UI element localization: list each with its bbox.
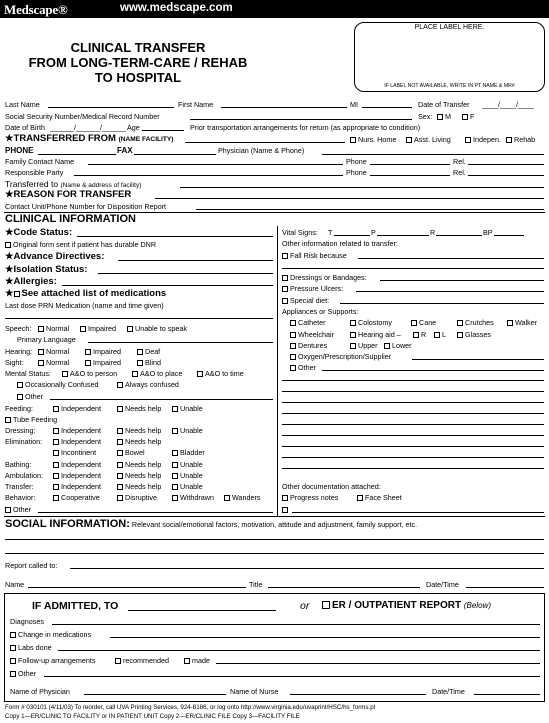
date-of-transfer-field[interactable]: ____/____/____ — [482, 100, 534, 109]
special-diet-option[interactable]: Special diet: — [282, 296, 329, 305]
feeding-independent[interactable]: Independent — [53, 404, 101, 413]
diagnoses-field[interactable] — [52, 624, 540, 625]
dressing-unable[interactable]: Unable — [172, 426, 203, 435]
checkbox-icon — [117, 462, 123, 468]
isolation-status-field[interactable] — [98, 273, 273, 274]
checkbox-icon — [290, 320, 296, 326]
dob-field[interactable]: ______/______/______ — [50, 123, 126, 132]
checkbox-icon — [411, 320, 417, 326]
sex-m-option[interactable]: M — [437, 112, 451, 121]
vital-t-label: T — [328, 228, 333, 237]
checkbox-icon — [282, 298, 288, 304]
checkbox-icon — [62, 371, 68, 377]
speech-normal[interactable]: Normal — [38, 324, 69, 333]
checkbox-icon — [38, 349, 44, 355]
date-time-field[interactable] — [466, 587, 544, 588]
vital-bp-label: BP — [483, 228, 493, 237]
age-label: Age — [127, 123, 140, 132]
opt-asst-living[interactable]: Asst. Living — [406, 135, 451, 144]
report-called-label: Report called to: — [5, 561, 58, 570]
checkbox-icon — [322, 601, 330, 609]
vital-r-label: R — [430, 228, 436, 237]
contact-unit-label: Contact Unit/Phone Number for Disposition Report — [5, 202, 166, 211]
checkbox-icon — [290, 332, 296, 338]
last-name-field[interactable] — [48, 107, 174, 108]
star-icon: ★ — [5, 251, 14, 262]
mi-field[interactable] — [362, 107, 412, 108]
reason-field[interactable] — [155, 198, 544, 199]
labs-done-option[interactable]: Labs done — [10, 643, 52, 652]
checkbox-icon — [53, 473, 59, 479]
lower-option[interactable]: Lower — [384, 341, 412, 350]
blank-line-8[interactable] — [282, 457, 544, 458]
made-option[interactable]: made — [184, 656, 210, 665]
ambulation-label: Ambulation: — [5, 471, 43, 480]
checkbox-icon — [117, 473, 123, 479]
checkbox-icon — [172, 450, 178, 456]
nurse-name-field[interactable] — [290, 694, 426, 695]
first-name-field[interactable] — [221, 107, 347, 108]
speech-label: Speech: — [5, 324, 32, 333]
elimination-label: Elimination: — [5, 437, 43, 446]
responsible-party-field[interactable] — [74, 175, 343, 176]
opt-indepen[interactable]: Indepen. — [465, 135, 501, 144]
checkbox-icon — [290, 354, 296, 360]
vital-p-label: P — [371, 228, 376, 237]
appliance-other-option[interactable]: Other — [290, 363, 316, 372]
transfer-label: Transfer: — [5, 482, 34, 491]
checkbox-icon — [53, 450, 59, 456]
transfer-independent[interactable]: Independent — [53, 482, 101, 491]
checkbox-icon — [290, 343, 296, 349]
transferred-to-field[interactable] — [180, 187, 544, 188]
last-name-label: Last Name — [5, 100, 40, 109]
fax-field[interactable] — [134, 154, 216, 155]
other-info-label: Other information related to transfer: — [282, 239, 398, 248]
physician-name-label: Name of Physician — [10, 687, 70, 696]
vital-t-field[interactable] — [334, 235, 370, 236]
blank-line-3[interactable] — [282, 402, 544, 403]
behavior-other[interactable]: Other — [5, 505, 31, 514]
dressings-option[interactable]: Dressings or Bandages: — [282, 273, 367, 282]
checkbox-icon — [117, 450, 123, 456]
original-form-option[interactable]: Original form sent if patient has durable DNR — [5, 240, 156, 249]
isolation-status-label: ★Isolation Status: — [5, 264, 88, 275]
sight-label: Sight: — [5, 358, 24, 367]
checkbox-icon — [5, 417, 11, 423]
pressure-ulcers-option[interactable]: Pressure Ulcers: — [282, 284, 343, 293]
doc-other-option[interactable] — [282, 505, 290, 514]
transfer-unable[interactable]: Unable — [172, 482, 203, 491]
transferred-from-label: ★TRANSFERRED FROM (NAME FACILITY) — [5, 133, 174, 144]
checkbox-icon — [282, 507, 288, 513]
if-admitted-label: IF ADMITTED, TO — [32, 600, 119, 612]
family-phone-label: Phone — [346, 157, 367, 166]
doc-other-field[interactable] — [292, 512, 544, 513]
family-contact-label: Family Contact Name — [5, 157, 75, 166]
bathing-label: Bathing: — [5, 460, 32, 469]
checkbox-icon — [465, 137, 471, 143]
age-field[interactable] — [142, 130, 184, 131]
checkbox-icon — [5, 242, 11, 248]
checkbox-icon — [350, 320, 356, 326]
checkbox-icon — [184, 658, 190, 664]
checkbox-icon — [10, 645, 16, 651]
walker-option[interactable]: Walker — [507, 318, 537, 327]
checkbox-icon — [38, 326, 44, 332]
checkbox-icon — [53, 462, 59, 468]
oxygen-option[interactable]: Oxygen/Prescription/Supplier — [290, 352, 391, 361]
checkbox-icon — [80, 326, 86, 332]
feeding-needs-help[interactable]: Needs help — [117, 404, 161, 413]
blank-line-1[interactable] — [282, 380, 544, 381]
checkbox-icon — [53, 439, 59, 445]
checkbox-icon — [117, 406, 123, 412]
opt-nurs-home[interactable]: Nurs. Home — [350, 135, 396, 144]
ao-person[interactable]: A&O to person — [62, 369, 117, 378]
checkbox-icon — [53, 495, 59, 501]
primary-language-field[interactable] — [88, 342, 273, 343]
label-box-note: IF LABEL NOT AVAILABLE, WRITE IN PT NAME & MR# — [384, 83, 515, 89]
mental-other[interactable]: Other — [17, 392, 43, 401]
checkbox-icon — [290, 365, 296, 371]
upper-option[interactable]: Upper — [350, 341, 378, 350]
labs-done-field[interactable] — [58, 650, 540, 651]
label-box-heading: PLACE LABEL HERE. — [414, 24, 485, 31]
header-banner — [0, 0, 549, 18]
recommended-option[interactable]: recommended — [115, 656, 169, 665]
checkbox-icon — [117, 439, 123, 445]
mental-status-label: Mental Status: — [5, 369, 51, 378]
if-admitted-field[interactable] — [128, 610, 276, 611]
speech-impaired[interactable]: Impaired — [80, 324, 116, 333]
form-title-line2: FROM LONG-TERM-CARE / REHAB — [28, 55, 248, 70]
allergies-field[interactable] — [62, 285, 273, 286]
checkbox-icon — [53, 406, 59, 412]
checkbox-icon — [437, 114, 443, 120]
ao-place[interactable]: A&O to place — [132, 369, 182, 378]
elimination-needs-help[interactable]: Needs help — [117, 437, 161, 446]
transfer-needs-help[interactable]: Needs help — [117, 482, 161, 491]
star-icon: ★ — [5, 276, 14, 287]
family-contact-field[interactable] — [88, 164, 343, 165]
checkbox-icon — [85, 360, 91, 366]
pressure-ulcers-field[interactable] — [356, 291, 544, 292]
dressing-label: Dressing: — [5, 426, 36, 435]
family-phone-field[interactable] — [370, 164, 450, 165]
form-title-line1: CLINICAL TRANSFER — [70, 40, 206, 55]
ambulation-unable[interactable]: Unable — [172, 471, 203, 480]
special-diet-field[interactable] — [340, 303, 544, 304]
mental-other-field[interactable] — [50, 399, 273, 400]
column-divider — [277, 226, 278, 516]
admitted-other-field[interactable] — [44, 676, 540, 677]
sight-impaired[interactable]: Impaired — [85, 358, 121, 367]
star-icon: ★ — [5, 227, 14, 238]
opt-rehab[interactable]: Rehab — [506, 135, 535, 144]
admitted-date-time-label: Date/Time — [432, 687, 465, 696]
behavior-disruptive[interactable]: Disruptive — [117, 493, 157, 502]
code-status-label: ★Code Status: — [5, 227, 73, 238]
dressing-needs-help[interactable]: Needs help — [117, 426, 161, 435]
allergies-label: ★Allergies: — [5, 276, 57, 287]
checkbox-icon — [384, 343, 390, 349]
mi-label: MI — [350, 100, 358, 109]
catheter-option[interactable]: Catheter — [290, 318, 326, 327]
sex-f-option[interactable]: F — [462, 112, 474, 121]
cane-option[interactable]: Cane — [411, 318, 436, 327]
responsible-rel-label: Rel. — [453, 168, 466, 177]
checkbox-icon — [197, 371, 203, 377]
sex-label: Sex: — [418, 112, 433, 121]
checkbox-icon — [172, 428, 178, 434]
checkbox-icon — [53, 428, 59, 434]
change-meds-field[interactable] — [110, 637, 540, 638]
behavior-cooperative[interactable]: Cooperative — [53, 493, 100, 502]
phone-field[interactable] — [38, 154, 116, 155]
family-rel-label: Rel. — [453, 157, 466, 166]
hearing-aid-r[interactable]: R — [413, 330, 426, 339]
contact-unit-field[interactable] — [196, 209, 544, 210]
ssn-label: Social Security Number/Medical Record Number — [5, 112, 160, 121]
fall-risk-field-2[interactable] — [282, 268, 544, 269]
checkbox-icon — [507, 320, 513, 326]
family-rel-field[interactable] — [468, 164, 544, 165]
behavior-withdrawn[interactable]: Withdrawn — [172, 493, 214, 502]
checkbox-icon — [53, 484, 59, 490]
see-attached-option[interactable]: ★ See attached list of medications — [5, 288, 167, 299]
patient-label-box[interactable] — [354, 22, 545, 92]
bowel[interactable]: Bowel — [117, 448, 145, 457]
behavior-label: Behavior: — [5, 493, 36, 502]
vital-p-field[interactable] — [377, 235, 429, 236]
checkbox-icon — [457, 320, 463, 326]
transferred-from-field[interactable] — [185, 142, 345, 143]
progress-notes-option[interactable]: Progress notes — [282, 493, 338, 502]
checkbox-icon — [10, 632, 16, 638]
diagnoses-label: Diagnoses — [10, 617, 44, 626]
responsible-rel-field[interactable] — [468, 175, 544, 176]
checkbox-icon — [172, 406, 178, 412]
speech-unable[interactable]: Unable to speak — [127, 324, 187, 333]
advance-directives-field[interactable] — [118, 260, 273, 261]
admitted-other-option[interactable]: Other — [10, 669, 36, 678]
always-confused[interactable]: Always confused — [117, 380, 179, 389]
checkbox-icon — [224, 495, 230, 501]
hearing-label: Hearing: — [5, 347, 33, 356]
primary-language-label: Primary Language — [17, 335, 76, 344]
dentures-option[interactable]: Dentures — [290, 341, 327, 350]
blank-line-9[interactable] — [282, 468, 544, 469]
dressings-field[interactable] — [380, 280, 544, 281]
checkbox-icon — [137, 349, 143, 355]
followup-option[interactable]: Follow-up arrangements — [10, 656, 96, 665]
checkbox-icon — [434, 332, 440, 338]
code-status-field[interactable] — [77, 236, 273, 237]
responsible-party-label: Responsible Party — [5, 168, 64, 177]
physician-label: Physician (Name & Phone) — [218, 146, 305, 155]
sight-blind[interactable]: Blind — [137, 358, 161, 367]
checkbox-icon — [282, 286, 288, 292]
or-label: or — [300, 600, 310, 612]
report-called-field[interactable] — [70, 568, 544, 569]
date-of-transfer-label: Date of Transfer — [418, 100, 470, 109]
checkbox-icon — [357, 495, 363, 501]
wheelchair-option[interactable]: Wheelchair — [290, 330, 334, 339]
name-label: Name — [5, 580, 25, 589]
phone-label: PHONE — [5, 146, 34, 155]
appliances-label: Appliances or Supports: — [282, 307, 359, 316]
blank-line-5[interactable] — [282, 424, 544, 425]
checkbox-icon — [350, 332, 356, 338]
feeding-unable[interactable]: Unable — [172, 404, 203, 413]
checkbox-icon — [10, 671, 16, 677]
date-time-label: Date/Time — [426, 580, 459, 589]
star-icon: ★ — [5, 189, 14, 200]
checkbox-icon — [172, 473, 178, 479]
physician-name-field[interactable] — [84, 694, 226, 695]
checkbox-icon — [350, 343, 356, 349]
vital-r-field[interactable] — [436, 235, 482, 236]
title-field[interactable] — [268, 587, 420, 588]
star-icon: ★ — [5, 288, 14, 299]
prior-arrangements-label: Prior transportation arrangements for return (as appropriate to condition) — [190, 123, 421, 132]
face-sheet-option[interactable]: Face Sheet — [357, 493, 402, 502]
ssn-field[interactable] — [190, 119, 412, 120]
behavior-wanders[interactable]: Wanders — [224, 493, 261, 502]
divider — [4, 516, 545, 517]
reason-for-transfer-label: ★REASON FOR TRANSFER — [5, 189, 132, 200]
checkbox-icon — [117, 382, 123, 388]
physician-field[interactable] — [322, 154, 544, 155]
fall-risk-option[interactable]: Fall Risk because — [282, 251, 347, 260]
admitted-date-time-field[interactable] — [474, 694, 540, 695]
transferred-to-label: Transferred to (Name & address of facility) — [5, 179, 142, 189]
responsible-phone-label: Phone — [346, 168, 367, 177]
checkbox-icon — [14, 291, 20, 297]
hearing-deaf[interactable]: Deaf — [137, 347, 160, 356]
blank-line-7[interactable] — [282, 446, 544, 447]
sight-normal[interactable]: Normal — [38, 358, 69, 367]
ambulation-needs-help[interactable]: Needs help — [117, 471, 161, 480]
hearing-normal[interactable]: Normal — [38, 347, 69, 356]
fax-label: FAX — [117, 146, 133, 155]
checkbox-icon — [10, 658, 16, 664]
checkbox-icon — [17, 382, 23, 388]
checkbox-icon — [282, 253, 288, 259]
oxygen-field[interactable] — [412, 359, 544, 360]
site-url[interactable]: www.medscape.com — [120, 2, 233, 14]
title-label: Title — [249, 580, 263, 589]
fall-risk-field[interactable] — [358, 258, 544, 259]
er-report-option[interactable]: ER / OUTPATIENT REPORT (Below) — [322, 600, 491, 611]
checkbox-icon — [172, 484, 178, 490]
blank-line-4[interactable] — [282, 413, 544, 414]
social-field-1[interactable] — [5, 539, 544, 540]
feeding-label: Feeding: — [5, 404, 33, 413]
name-field[interactable] — [28, 587, 246, 588]
checkbox-icon — [406, 137, 412, 143]
checkbox-icon — [132, 371, 138, 377]
checkbox-icon — [117, 484, 123, 490]
last-dose-label: Last dose PRN Medication (name and time given) — [5, 301, 164, 310]
checkbox-icon — [457, 332, 463, 338]
ambulation-independent[interactable]: Independent — [53, 471, 101, 480]
hearing-aid-option[interactable]: Hearing aid – — [350, 330, 401, 339]
elimination-independent[interactable]: Independent — [53, 437, 101, 446]
checkbox-icon — [117, 428, 123, 434]
checkbox-icon — [413, 332, 419, 338]
vital-signs-label: Vital Signs: — [282, 228, 318, 237]
checkbox-icon — [350, 137, 356, 143]
footer-copies: Copy 1—ER/CLINIC TO FACILITY or IN PATIENT UNIT Copy 2—ER/CLINIC FILE Copy 3—FACILITY FILE — [5, 713, 300, 720]
checkbox-icon — [117, 495, 123, 501]
bladder[interactable]: Bladder — [172, 448, 205, 457]
incontinent[interactable]: Incontinent — [53, 448, 96, 457]
bathing-independent[interactable]: Independent — [53, 460, 101, 469]
checkbox-icon — [282, 495, 288, 501]
checkbox-icon — [462, 114, 468, 120]
appliance-other-field[interactable] — [322, 370, 544, 371]
social-field-2[interactable] — [5, 553, 544, 554]
checkbox-icon — [137, 360, 143, 366]
checkbox-icon — [172, 462, 178, 468]
checkbox-icon — [115, 658, 121, 664]
blank-line-2[interactable] — [282, 391, 544, 392]
colostomy-option[interactable]: Colostomy — [350, 318, 392, 327]
behavior-other-field[interactable] — [38, 512, 273, 513]
other-documentation-label: Other documentation attached: — [282, 482, 381, 491]
checkbox-icon — [282, 275, 288, 281]
bathing-needs-help[interactable]: Needs help — [117, 460, 161, 469]
dob-label: Date of Birth — [5, 123, 45, 132]
social-info-heading: SOCIAL INFORMATION: Relevant social/emotional factors, motivation, attitude and adjustment, family support, etc. — [5, 518, 418, 530]
vital-bp-field[interactable] — [494, 235, 524, 236]
checkbox-icon — [5, 507, 11, 513]
checkbox-icon — [172, 495, 178, 501]
nurse-name-label: Name of Nurse — [230, 687, 279, 696]
checkbox-icon — [17, 394, 23, 400]
occ-confused[interactable]: Occasionally Confused — [17, 380, 99, 389]
dressing-independent[interactable]: Independent — [53, 426, 101, 435]
hearing-impaired[interactable]: Impaired — [85, 347, 121, 356]
checkbox-icon — [85, 349, 91, 355]
bathing-unable[interactable]: Unable — [172, 460, 203, 469]
responsible-phone-field[interactable] — [370, 175, 450, 176]
blank-line-6[interactable] — [282, 435, 544, 436]
glasses-option[interactable]: Glasses — [457, 330, 491, 339]
last-dose-field[interactable] — [5, 318, 273, 319]
star-icon: ★ — [5, 264, 14, 275]
advance-directives-label: ★Advance Directives: — [5, 251, 105, 262]
checkbox-icon — [38, 360, 44, 366]
tube-feeding[interactable]: Tube Feeding — [5, 415, 57, 424]
followup-field[interactable] — [216, 663, 540, 664]
ao-time[interactable]: A&O to time — [197, 369, 244, 378]
star-icon: ★ — [5, 133, 14, 144]
form-title-line3: TO HOSPITAL — [94, 70, 182, 85]
checkbox-icon — [506, 137, 512, 143]
first-name-label: First Name — [178, 100, 214, 109]
footer-form-number: Form # 030101 (4/11/03) To reorder, call UVA Printing Services, 924-8186, or log onto http://www.virginia.edu/uvaprint/HSC/hs_forms.pl — [5, 704, 376, 711]
hearing-aid-l[interactable]: L — [434, 330, 446, 339]
change-meds-option[interactable]: Change in medications — [10, 630, 91, 639]
checkbox-icon — [127, 326, 133, 332]
clinical-info-heading: CLINICAL INFORMATION — [5, 213, 136, 225]
crutches-option[interactable]: Crutches — [457, 318, 494, 327]
medscape-logo: Medscape® — [4, 2, 68, 17]
